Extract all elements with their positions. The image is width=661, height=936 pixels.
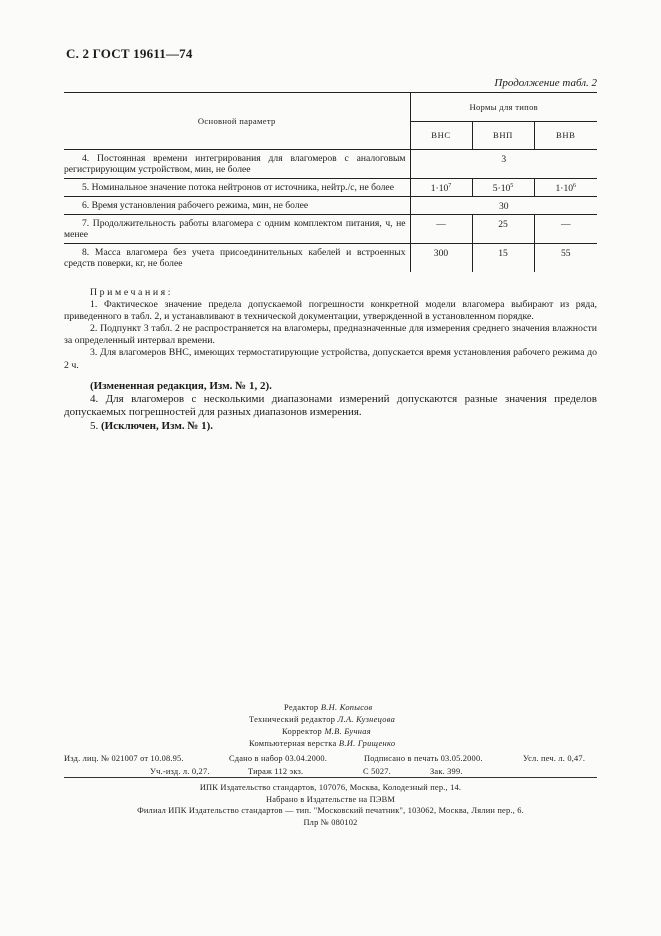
corrector-label: Корректор <box>282 727 323 737</box>
row-value: 55 <box>560 248 571 259</box>
row-value-merged: 3 <box>410 150 597 179</box>
note-item: 2. Подпункт 3 табл. 2 не распространяется на влагомеры, предназначенные для измерения среднего значения влажности за определенный интервал времени. <box>64 323 597 347</box>
editor-name: В.Н. Копысов <box>320 703 373 712</box>
layout-name: В.И. Грищенко <box>338 739 396 749</box>
corrector-name: М.В. Бучная <box>324 727 371 737</box>
row-value: $5\cdot 10^5$ <box>472 179 534 197</box>
table-row <box>64 215 597 244</box>
signed-date: Подписано в печать 03.05.2000. <box>364 754 483 763</box>
order-number: Зак. 399. <box>430 766 463 776</box>
type-header-vns: ВНС <box>410 122 472 150</box>
row-param: 4. Постоянная времени интегрирования для влагомеров с аналоговым регистрирующим устройством, мин, не более <box>64 150 410 179</box>
pub-sheets: Уч.-изд. л. 0,27. <box>150 766 210 776</box>
publisher-line: Филиал ИПК Издательство стандартов — тип. "Московский печатник", 103062, Москва, Лялин пер., 6. <box>137 806 524 816</box>
layout-label: Компьютерная верстка <box>249 739 337 749</box>
notes-title: Примечания: <box>90 287 174 298</box>
editor-label: Редактор <box>284 703 319 712</box>
type-header-vnv: ВНВ <box>534 122 597 150</box>
submitted-date: Сдано в набор 03.04.2000. <box>229 754 328 763</box>
publisher-line: Плр № 080102 <box>303 817 358 827</box>
param-column-header: Основной параметр <box>64 93 410 150</box>
row-value: — <box>534 215 597 244</box>
publisher-line: Набрано в Издательстве на ПЭВМ <box>265 794 396 804</box>
row-value-merged: 30 <box>410 197 597 215</box>
order-c: С 5027. <box>363 766 391 776</box>
row-value: $1\cdot 10^6$ <box>534 179 597 197</box>
row-value: — <box>410 215 472 244</box>
credits <box>200 702 500 750</box>
table-row <box>64 179 597 197</box>
row-param: 8. Масса влагомера без учета присоединительных кабелей и встроенных средств поверки, кг, не более <box>64 244 410 273</box>
license-info: Изд. лиц. № 021007 от 10.08.95. <box>64 754 184 763</box>
table-continuation-label: Продолжение табл. 2 <box>494 77 597 89</box>
notes-section <box>64 287 597 372</box>
row-param: 7. Продолжительность работы влагомера с одним комплектом питания, ч, не менее <box>64 215 410 244</box>
row-value: 15 <box>472 244 534 273</box>
row-param: 6. Время установления рабочего режима, мин, не более <box>64 197 410 215</box>
paragraph-5-text: (Исключен, Изм. № 1). <box>101 419 214 432</box>
row-param: 5. Номинальное значение потока нейтронов от источника, нейтр./с, не более <box>64 179 410 197</box>
tech-editor-label: Технический редактор <box>249 715 336 725</box>
table-row <box>64 150 597 179</box>
type-header-vnp: ВНП <box>472 122 534 150</box>
norms-column-header: Нормы для типов <box>410 93 597 122</box>
amendment-note: (Измененная редакция, Изм. № 1, 2). <box>90 380 272 392</box>
note-item: 3. Для влагомеров ВНС, имеющих термостатирующие устройства, допускается время установления рабочего режима до 2 ч. <box>64 347 597 371</box>
table-row <box>64 197 597 215</box>
tech-editor-name: Л.А. Кузнецова <box>337 715 396 725</box>
row-value: 300 <box>433 248 449 259</box>
publisher-info <box>64 782 597 828</box>
table-row <box>64 244 597 273</box>
imprint-divider <box>64 777 597 778</box>
row-value: $1\cdot 10^7$ <box>410 179 472 197</box>
publisher-line: ИПК Издательство стандартов, 107076, Москва, Колодезный пер., 14. <box>199 783 462 792</box>
paragraph-4: 4. Для влагомеров с несколькими диапазонами измерений допускаются разные значения пределов допускаемых погрешностей для разных диапазонов измерения. <box>64 393 597 419</box>
body-text <box>64 380 597 433</box>
imprint <box>64 753 597 778</box>
paragraph-5-number: 5. <box>90 419 99 432</box>
page-header: С. 2 ГОСТ 19611—74 <box>66 46 193 61</box>
note-item: 1. Фактическое значение предела допускаемой погрешности конкретной модели влагомера выбирают из ряда, приведенного в табл. 2, и устанавливают в технической документации, утвержденной в установленном порядке. <box>64 299 597 323</box>
print-sheets: Усл. печ. л. 0,47. <box>523 754 586 763</box>
circulation: Тираж 112 экз. <box>248 766 304 776</box>
parameters-table <box>64 92 597 272</box>
row-value: 25 <box>472 215 534 244</box>
